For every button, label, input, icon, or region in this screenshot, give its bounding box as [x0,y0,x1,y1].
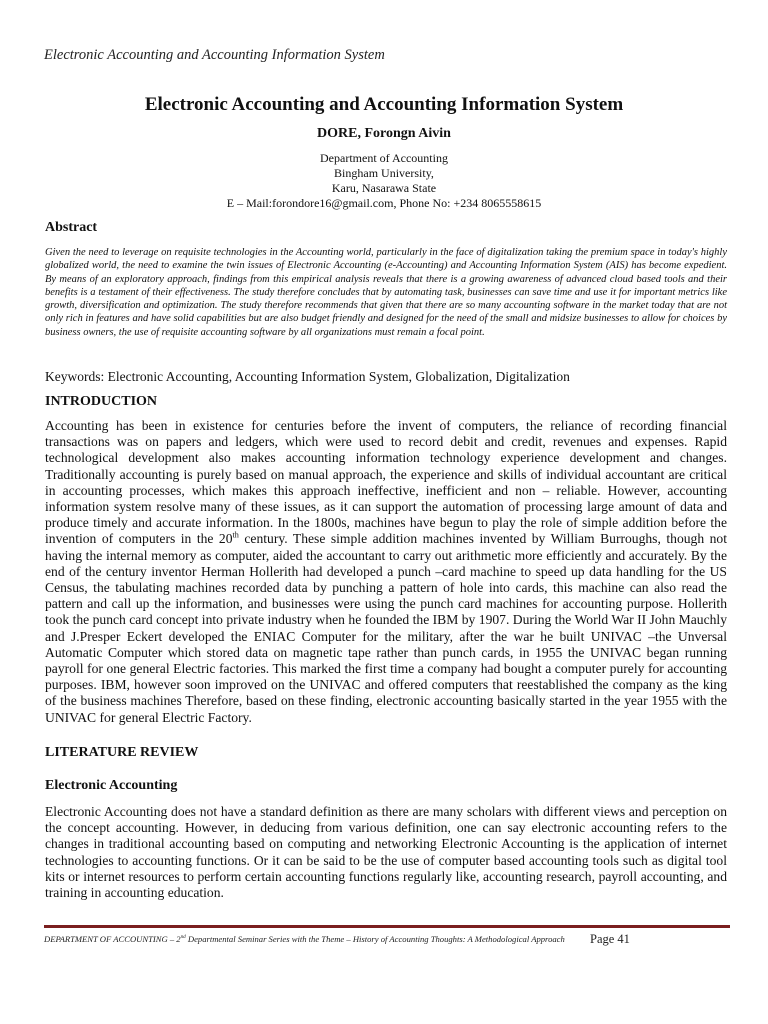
affiliation-department: Department of Accounting [320,151,448,165]
affiliation-contact: E – Mail:forondore16@gmail.com, Phone No: +234 8065558615 [226,196,542,210]
abstract-heading: Abstract [45,220,98,235]
footer-superscript: nd [180,934,186,941]
footer-text [44,934,565,944]
paper-title: Electronic Accounting and Accounting Information System [144,94,624,115]
footer-part2: Departmental Seminar Series with the Theme – History of Accounting Thoughts: A Methodological Approach [185,934,565,944]
keywords: Keywords: Electronic Accounting, Accounting Information System, Globalization, Digitalization [45,369,570,384]
author-name: DORE, Forongn Aivin [317,126,451,141]
introduction-text-part1: Accounting has been in existence for centuries before the invent of computers, the reliance of recording financial transactions was on papers and ledgers, which were used to record debit and credit, revenues and expenses. Rapid technological development also makes accounting information technology experience development and changes. Traditionally accounting is purely based on manual approach, the experience and skills of individual accountant are critical in accounting processes, which makes this approach ineffective, inefficient and non – reliable. However, accounting information system resolve many of these issues, as it can support the automation of processing large amount of data and produce timely and accurate information. In the 1800s, machines have begun to play the role of simple addition before the invention of computers in the 20 [45,418,727,547]
introduction-text-part2: century. These simple addition machines invented by William Burroughs, though not having the internal memory as computer, aided the accountant to carry out arithmetic more efficiently and accurately. By the end of the century inventor Herman Hollerith had developed a punch –card machine to speed up data handling for the US Census, the tabulating machines recorded data by punching a pattern of hole into cards, this machine can also read the pattern and call up the information, and businesses were using the punch card machines for accounting purpose. Hollerith took the punch card concept into private industry when he founded the IBM by 1907. During the World War II John Mauchly and J.Presper Eckert developed the ENIAC Computer for the military, after the war he built UNIVAC –the Unversal Automatic Computer which stored data on magnetic tape rather than punch cards, in 1955 the UNIVAC began running payroll for one general Electric factories. This marked the first time a company had bought a computer purely for accounting purposes. IBM, however soon improved on the UNIVAC and offered computers that reestablished the company as the king of the business machines Therefore, based on these finding, electronic accounting basically started in the year 1955 with the UNIVAC for general Electric Factory. [45,531,727,725]
page-number: Page 41 [590,932,630,946]
introduction-superscript: th [232,530,239,540]
affiliation-block [0,151,768,211]
running-head: Electronic Accounting and Accounting Information System [44,47,385,63]
footer-part1: DEPARTMENT OF ACCOUNTING – 2 [44,934,181,944]
introduction-text [45,418,727,726]
affiliation-university: Bingham University, [334,166,434,180]
literature-review-heading: LITERATURE REVIEW [45,745,199,760]
affiliation-location: Karu, Nasarawa State [331,181,437,195]
introduction-heading: INTRODUCTION [45,394,158,409]
footer-rule [44,925,730,928]
abstract-text: Given the need to leverage on requisite technologies in the Accounting world, particularly in the face of digitalization taking the premium space in today's highly globalized world, the need to examine the twin issues of Electronic Accounting (e-Accounting) and Accounting Information System (AIS) has become expedient. By means of an exploratory approach, findings from this empirical analysis reveals that there is a growing awareness of advanced cloud based tools and their benefits is a testament of their effectiveness. The study therefore concludes that by automating task, businesses can save time and use it for important metrics like growth, diversification and optimization. The study therefore recommends that given that there are so many accounting software in the market today that are not only rich in features and have solid capabilities but are also budget friendly and designed for the need of the small and midsize businesses to allow for choices by business owners, the use of requisite accounting software by all organizations must remain a focal point. [45,247,727,338]
electronic-accounting-heading: Electronic Accounting [45,778,178,793]
electronic-accounting-text: Electronic Accounting does not have a standard definition as there are many scholars with different views and perception on the concept accounting. However, in deducing from various definition, one can say electronic accounting refers to the changes in traditional accounting based on computing and networking Electronic Accounting is the application of internet technologies to accounting functions. Or it can be said to be the use of computer based accounting tools such as digital tool kits or internet resources to perform certain accounting functions regularly like, accounting research, payroll accounting, and training in accounting education. [45,804,727,901]
